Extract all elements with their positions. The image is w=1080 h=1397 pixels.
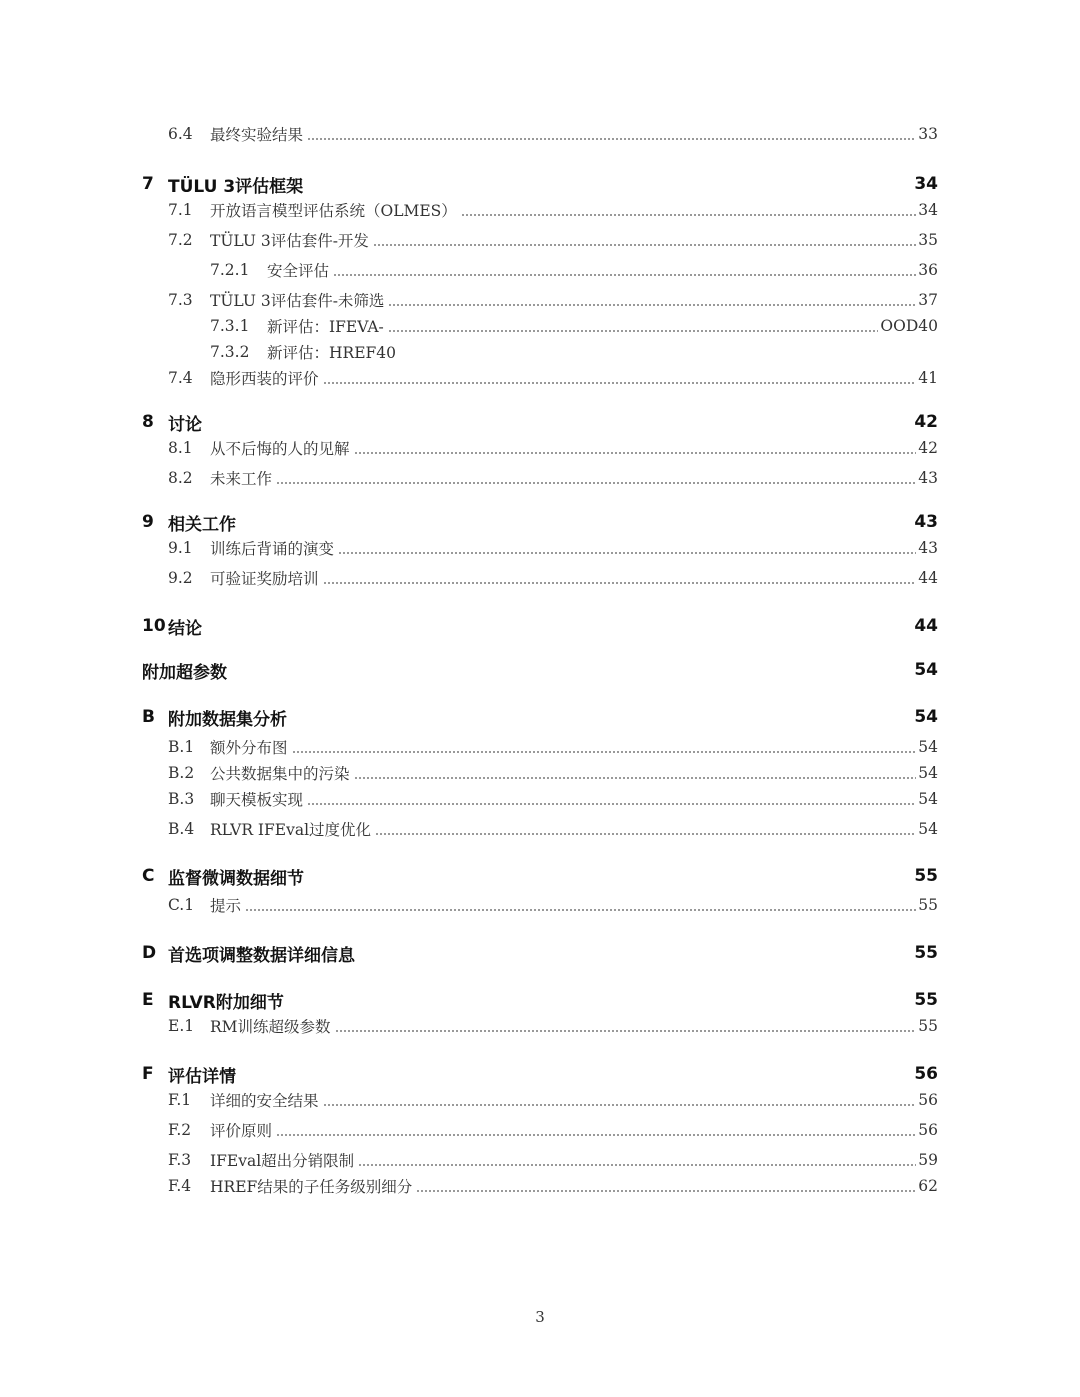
dot-leader (276, 482, 916, 484)
toc-entry-page: 35 (918, 231, 938, 249)
toc-entry-number: 8 (142, 412, 154, 432)
toc-entry[interactable] (0, 817, 1080, 841)
toc-entry-page: 59 (918, 1151, 938, 1169)
toc-entry[interactable] (0, 787, 1080, 811)
toc-entry-number: D (142, 943, 157, 963)
toc-entry-title: 聊天模板实现 (210, 791, 304, 809)
toc-entry-number: F.4 (168, 1177, 192, 1195)
toc-entry[interactable] (0, 941, 1080, 965)
toc-entry-title: 最终实验结果 (210, 126, 304, 144)
toc-entry-number: 8.2 (168, 469, 193, 487)
dot-leader (338, 552, 916, 554)
dot-leader (323, 582, 917, 584)
toc-entry-number: B.1 (168, 738, 195, 756)
toc-entry-title: HREF结果的子任务级别细分 (210, 1178, 413, 1196)
toc-entry-title: RLVR附加细节 (168, 992, 284, 1013)
toc-entry[interactable] (0, 988, 1080, 1012)
toc-entry-page: 44 (914, 616, 938, 636)
page-number: 3 (535, 1308, 545, 1326)
dot-leader (292, 751, 917, 753)
toc-entry[interactable] (0, 566, 1080, 590)
toc-entry[interactable] (0, 510, 1080, 534)
toc-entry-page: 55 (918, 1017, 938, 1035)
toc-entry-page: 54 (914, 707, 938, 727)
toc-entry-number: 7.3.1 (210, 317, 250, 335)
toc-entry-number: B.2 (168, 764, 195, 782)
dot-leader (335, 1030, 917, 1032)
toc-entry[interactable] (0, 198, 1080, 222)
toc-entry[interactable] (0, 761, 1080, 785)
toc-entry-number: 9.1 (168, 539, 193, 557)
toc-entry-page: 56 (918, 1091, 938, 1109)
toc-entry-page: 44 (918, 569, 938, 587)
dot-leader (358, 1164, 916, 1166)
toc-entry-title: 安全评估 (267, 262, 330, 280)
toc-entry-number: F.1 (168, 1091, 192, 1109)
toc-entry-page: OOD40 (880, 317, 938, 335)
dot-leader (388, 304, 916, 306)
toc-entry-title: 监督微调数据细节 (168, 868, 304, 889)
toc-entry-title: RLVR IFEval过度优化 (210, 821, 372, 839)
toc-entry-title: 额外分布图 (210, 739, 288, 757)
toc-entry-page: 54 (918, 820, 938, 838)
toc-entry[interactable] (0, 288, 1080, 312)
toc-entry[interactable] (0, 314, 1080, 338)
toc-entry[interactable] (0, 893, 1080, 917)
dot-leader (416, 1190, 916, 1192)
toc-entry-title: IFEval超出分销限制 (210, 1152, 355, 1170)
toc-entry-page: 55 (914, 990, 938, 1010)
toc-entry-number: 7 (142, 174, 154, 194)
toc-entry[interactable] (0, 864, 1080, 888)
dot-leader (276, 1134, 916, 1136)
toc-entry-number: 7.2 (168, 231, 193, 249)
toc-entry[interactable] (0, 122, 1080, 146)
toc-entry-page: 43 (914, 512, 938, 532)
dot-leader (461, 214, 916, 216)
toc-entry-page: 42 (918, 439, 938, 457)
dot-leader (373, 244, 916, 246)
toc-entry-title: 提示 (210, 897, 242, 915)
toc-entry-page: 56 (914, 1064, 938, 1084)
toc-entry-number: 7.3 (168, 291, 193, 309)
dot-leader (354, 452, 917, 454)
toc-entry-number: 7.1 (168, 201, 193, 219)
toc-entry-title: 评价原则 (210, 1122, 273, 1140)
dot-leader (354, 777, 917, 779)
toc-entry[interactable] (0, 1174, 1080, 1198)
dot-leader (307, 803, 916, 805)
toc-entry[interactable] (0, 536, 1080, 560)
toc-entry-title: 开放语言模型评估系统（OLMES） (210, 202, 457, 220)
toc-entry-page: 34 (918, 201, 938, 219)
dot-leader (245, 909, 916, 911)
toc-entry-number: B.3 (168, 790, 195, 808)
toc-entry-title: 隐形西装的评价 (210, 370, 319, 388)
toc-entry-number: E.1 (168, 1017, 195, 1035)
toc-entry-number: C.1 (168, 896, 195, 914)
toc-entry[interactable] (0, 705, 1080, 729)
toc-entry-title: 新评估：IFEVA- (267, 318, 384, 336)
toc-entry[interactable] (0, 258, 1080, 282)
toc-entry-number: 6.4 (168, 125, 193, 143)
toc-entry-page: 37 (918, 291, 938, 309)
toc-entry-title: 评估详情 (168, 1066, 236, 1087)
toc-entry[interactable] (0, 172, 1080, 196)
dot-leader (333, 274, 916, 276)
toc-entry[interactable] (0, 1014, 1080, 1038)
toc-entry[interactable] (0, 436, 1080, 460)
toc-entry-page: 41 (918, 369, 938, 387)
toc-entry[interactable] (0, 340, 1080, 364)
toc-entry-number: 7.3.2 (210, 343, 250, 361)
toc-entry-title: TÜLU 3评估套件-开发 (210, 232, 369, 250)
toc-entry-number: 8.1 (168, 439, 193, 457)
toc-entry[interactable] (0, 1088, 1080, 1112)
toc-entry-title: 训练后背诵的演变 (210, 540, 335, 558)
toc-entry-title: 详细的安全结果 (210, 1092, 319, 1110)
toc-entry-title: 新评估：HREF40 (267, 344, 396, 362)
toc-entry-title: 附加数据集分析 (168, 709, 287, 730)
toc-entry[interactable] (0, 614, 1080, 638)
toc-entry-title: 相关工作 (168, 514, 236, 535)
dot-leader (323, 1104, 917, 1106)
toc-entry-title: RM训练超级参数 (210, 1018, 331, 1036)
toc-entry-page: 55 (914, 943, 938, 963)
toc-entry-page: 42 (914, 412, 938, 432)
toc-entry-page: 55 (914, 866, 938, 886)
toc-entry[interactable] (0, 735, 1080, 759)
toc-entry-number: 9.2 (168, 569, 193, 587)
toc-entry-number: 7.2.1 (210, 261, 250, 279)
toc-entry-number: 9 (142, 512, 154, 532)
toc-entry-page: 54 (918, 738, 938, 756)
toc-entry-number: 7.4 (168, 369, 193, 387)
dot-leader (323, 382, 917, 384)
toc-entry-title: 讨论 (168, 414, 202, 435)
toc-entry-title: TÜLU 3评估框架 (168, 176, 304, 197)
toc-entry[interactable] (0, 658, 1080, 682)
toc-entry-title: 公共数据集中的污染 (210, 765, 350, 783)
toc-entry-title: 首选项调整数据详细信息 (168, 945, 355, 966)
toc-entry[interactable] (0, 1148, 1080, 1172)
dot-leader (388, 330, 879, 332)
toc-entry-page: 43 (918, 539, 938, 557)
toc-entry-number: F (142, 1064, 154, 1084)
dot-leader (307, 138, 916, 140)
toc-entry-page: 54 (918, 790, 938, 808)
toc-entry-number: B.4 (168, 820, 195, 838)
toc-entry[interactable] (0, 228, 1080, 252)
toc-entry-number: E (142, 990, 154, 1010)
toc-entry[interactable] (0, 410, 1080, 434)
toc-entry-title: 未来工作 (210, 470, 273, 488)
toc-entry-page: 36 (918, 261, 938, 279)
toc-entry-title: 附加超参数 (142, 662, 227, 683)
toc-entry-page: 43 (918, 469, 938, 487)
toc-entry[interactable] (0, 466, 1080, 490)
toc-entry-number: C (142, 866, 155, 886)
toc-entry-number: B (142, 707, 155, 727)
toc-entry-number: F.2 (168, 1121, 192, 1139)
toc-entry-page: 56 (918, 1121, 938, 1139)
toc-entry[interactable] (0, 1118, 1080, 1142)
toc-entry-number: 10 (142, 616, 166, 636)
toc-entry[interactable] (0, 1062, 1080, 1086)
toc-entry-page: 62 (918, 1177, 938, 1195)
toc-entry-title: TÜLU 3评估套件-未筛选 (210, 292, 385, 310)
dot-leader (375, 833, 916, 835)
toc-entry-page: 54 (914, 660, 938, 680)
toc-entry-title: 结论 (168, 618, 202, 639)
toc-entry-page: 33 (918, 125, 938, 143)
toc-entry-number: F.3 (168, 1151, 192, 1169)
toc-entry-page: 55 (918, 896, 938, 914)
toc-entry[interactable] (0, 366, 1080, 390)
toc-entry-page: 34 (914, 174, 938, 194)
toc-entry-page: 54 (918, 764, 938, 782)
toc-entry-title: 从不后悔的人的见解 (210, 440, 350, 458)
toc-entry-title: 可验证奖励培训 (210, 570, 319, 588)
